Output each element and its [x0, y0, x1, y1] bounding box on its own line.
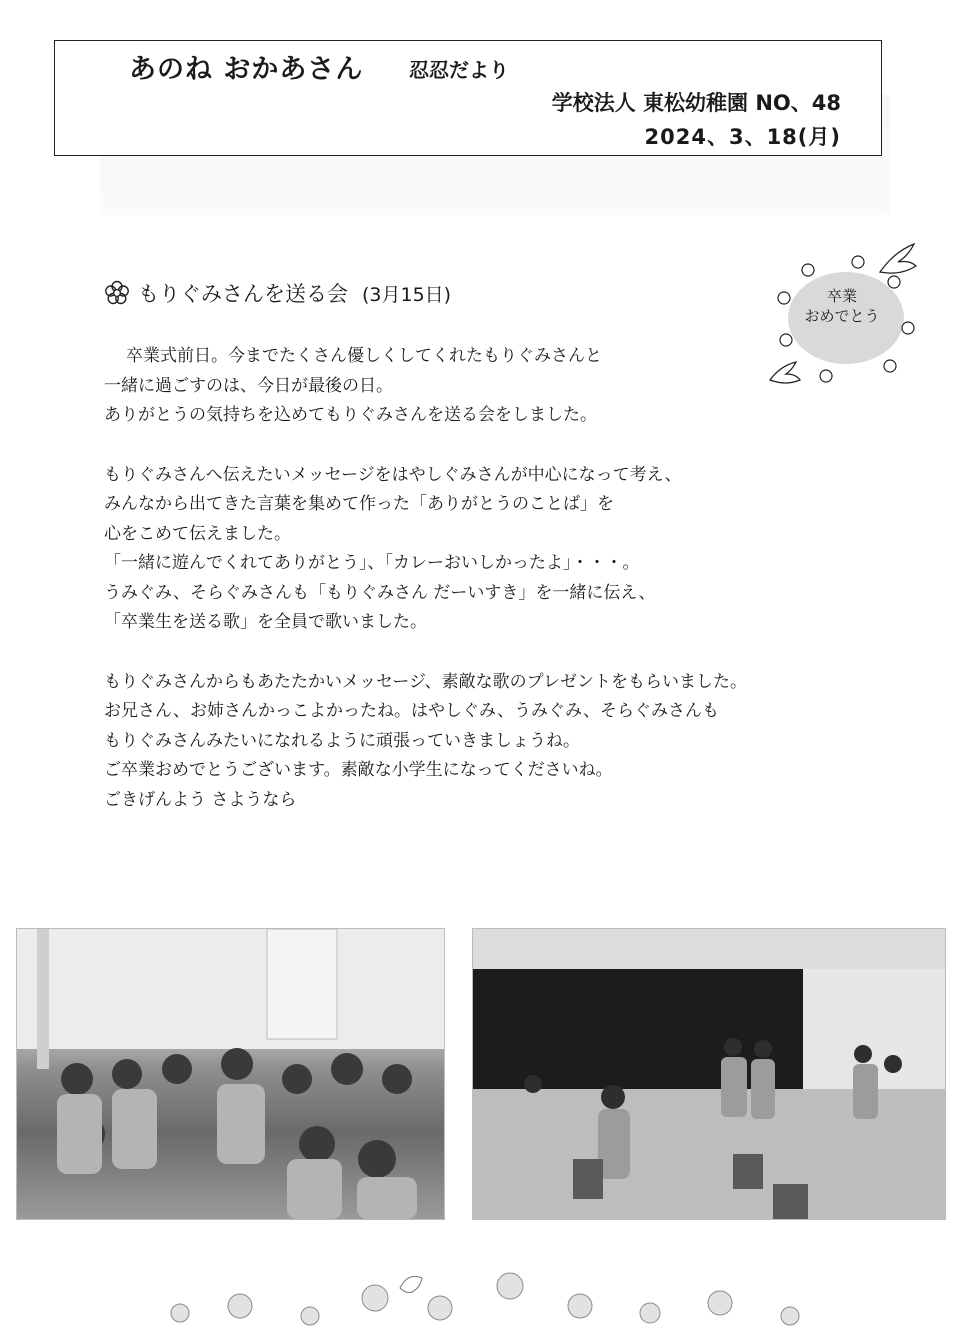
badge-text [782, 286, 902, 326]
body-line: 「卒業生を送る歌」を全員で歌いました。 [104, 612, 427, 632]
section-date: (3月15日) [362, 283, 452, 306]
body-line: もりぐみさんみたいになれるように頑張っていきましょうね。 [104, 730, 580, 751]
body-line: もりぐみさんからもあたたかいメッセージ、素敵な歌のプレゼントをもらいました。 [104, 671, 747, 692]
photo-hall-performance [472, 928, 946, 1220]
body-line: 卒業式前日。今までたくさん優しくしてくれたもりぐみさんと [126, 346, 602, 366]
body-line: ありがとうの気持ちを込めてもりぐみさんを送る会をしました。 [104, 405, 597, 425]
newsletter-subtitle: 忍忍だより [409, 58, 509, 82]
body-line: 心をこめて伝えました。 [104, 523, 291, 544]
flower-icon [104, 280, 130, 306]
section-heading [104, 278, 451, 308]
article-body [104, 342, 864, 815]
newsletter-title: あのね おかあさん [129, 54, 364, 85]
body-line: 「一緒に遊んでくれてありがとう」、「カレーおいしかったよ」・・・。 [104, 553, 640, 573]
body-line: ごきげんよう さようなら [104, 789, 297, 810]
school-name: 学校法人 東松幼稚園 NO、48 [551, 91, 841, 115]
bird-icon [400, 1276, 422, 1292]
body-line: ご卒業おめでとうございます。素敵な小学生になってくださいね。 [104, 760, 613, 780]
body-line: 一緒に過ごすのは、今日が最後の日。 [104, 375, 393, 396]
footer-flower-border [110, 1258, 870, 1337]
newsletter-header [54, 40, 882, 156]
badge-line-1: 卒業 [826, 287, 857, 305]
photo-children-seated [16, 928, 445, 1220]
body-line: みんなから出てきた言葉を集めて作った「ありがとうのことば」を [104, 494, 614, 514]
body-line: うみぐみ、そらぐみさんも「もりぐみさん だーいすき」を一緒に伝え、 [104, 582, 656, 603]
body-line: お兄さん、お姉さんかっこよかったね。はやしぐみ、うみぐみ、そらぐみさんも [104, 701, 720, 721]
issue-date: 2024、3、18(月) [644, 125, 841, 149]
section-title: もりぐみさんを送る会 [138, 282, 348, 306]
body-line: もりぐみさんへ伝えたいメッセージをはやしぐみさんが中心になって考え、 [104, 464, 682, 485]
badge-line-2: おめでとう [804, 307, 880, 325]
